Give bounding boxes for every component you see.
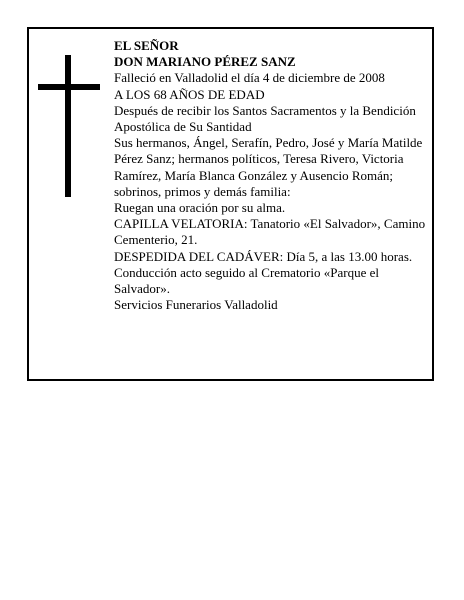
wake-paragraph: CAPILLA VELATORIA: Tanatorio «El Salvador», Camino Cementerio, 21. bbox=[114, 216, 426, 248]
notice-heading-name: DON MARIANO PÉREZ SANZ bbox=[114, 54, 296, 70]
cross-vertical-bar bbox=[65, 55, 71, 197]
family-paragraph: Sus hermanos, Ángel, Serafín, Pedro, José y María Matilde Pérez Sanz; hermanos políticos, Teresa Rivero, Victoria Ramírez, María Blanca González y Ausencio Román; sobrinos, primos y demás familia: bbox=[114, 135, 423, 199]
funeral-services-line: Servicios Funerarios Valladolid bbox=[114, 297, 278, 313]
farewell-paragraph: DESPEDIDA DEL CADÁVER: Día 5, a las 13.00 horas. Conducción acto seguido al Crematorio «Parque el Salvador». bbox=[114, 248, 413, 297]
obituary-text bbox=[114, 38, 426, 313]
sacraments-paragraph: Después de recibir los Santos Sacramentos y la Bendición Apostólica de Su Santidad bbox=[114, 102, 416, 135]
death-date-line: Falleció en Valladolid el día 4 de diciembre de 2008 bbox=[114, 70, 385, 86]
prayer-line: Ruegan una oración por su alma. bbox=[114, 200, 286, 216]
age-line: A LOS 68 AÑOS DE EDAD bbox=[114, 86, 265, 102]
cross-icon bbox=[38, 55, 100, 197]
notice-heading-title: EL SEÑOR bbox=[114, 38, 179, 53]
cross-horizontal-bar bbox=[38, 84, 100, 90]
